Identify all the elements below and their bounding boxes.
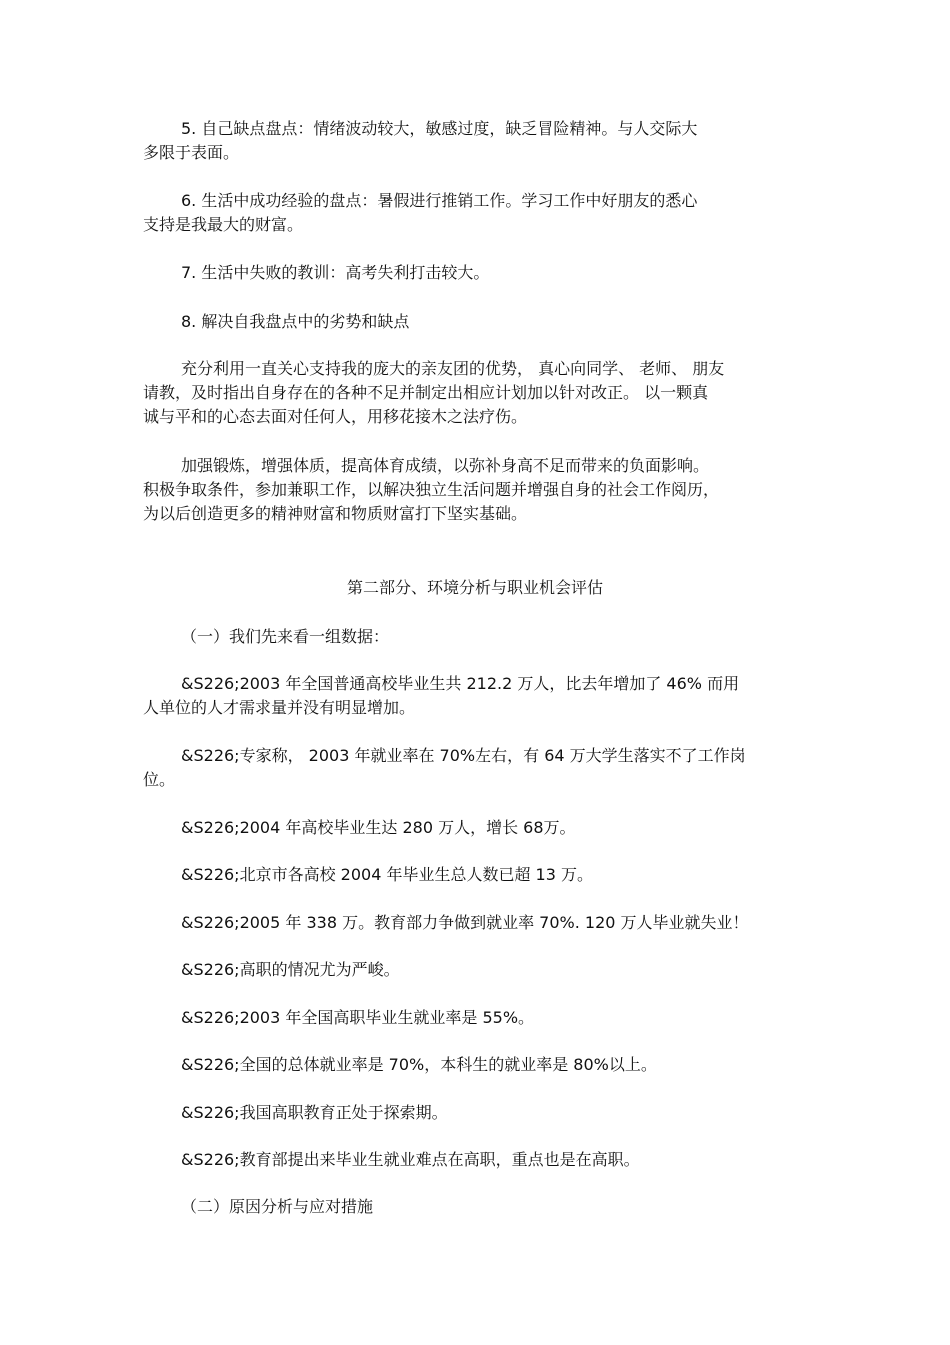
text-line: &S226;专家称， 2003 年就业率在 70%左右，有 64 万大学生落实不了工作岗 bbox=[181, 746, 746, 765]
section-heading: 第二部分、环境分析与职业机会评估 bbox=[346, 578, 603, 597]
text-line: &S226;2003 年全国普通高校毕业生共 212.2 万人，比去年增加了 46% 而用 bbox=[181, 674, 740, 693]
text-line: 7. 生活中失败的教训：高考失利打击较大。 bbox=[181, 263, 490, 282]
text-line: 6. 生活中成功经验的盘点：暑假进行推销工作。学习工作中好朋友的悉心 bbox=[181, 191, 698, 210]
text-line: &S226;2004 年高校毕业生达 280 万人，增长 68万。 bbox=[181, 818, 576, 837]
text-line: 8. 解决自我盘点中的劣势和缺点 bbox=[181, 312, 410, 331]
paragraph-failure-lessons bbox=[143, 261, 813, 285]
data-item bbox=[143, 816, 813, 840]
data-item bbox=[143, 911, 813, 935]
subsection-heading-causes: （二）原因分析与应对措施 bbox=[181, 1197, 374, 1216]
data-item bbox=[143, 1148, 813, 1172]
data-item bbox=[143, 744, 813, 792]
text-line: &S226;我国高职教育正处于探索期。 bbox=[181, 1103, 448, 1122]
text-line: 加强锻炼，增强体质，提高体育成绩，以弥补身高不足而带来的负面影响。 bbox=[181, 456, 710, 475]
text-line: 为以后创造更多的精神财富和物质财富打下坚实基础。 bbox=[143, 504, 528, 523]
data-item bbox=[143, 672, 813, 720]
text-line: 请教，及时指出自身存在的各种不足并制定出相应计划加以针对改正。 以一颗真 bbox=[143, 383, 709, 402]
paragraph-solutions-title bbox=[143, 310, 813, 334]
data-item bbox=[143, 863, 813, 887]
text-line: 诚与平和的心态去面对任何人，用移花接木之法疗伤。 bbox=[143, 407, 528, 426]
text-line: &S226;2003 年全国高职毕业生就业率是 55%。 bbox=[181, 1008, 535, 1027]
subsection-heading-data: （一）我们先来看一组数据： bbox=[181, 627, 390, 646]
paragraph-exercise bbox=[143, 454, 813, 526]
data-item bbox=[143, 958, 813, 982]
paragraph-support-network bbox=[143, 357, 813, 429]
data-item bbox=[143, 1006, 813, 1030]
text-line: 5. 自己缺点盘点：情绪波动较大，敏感过度，缺乏冒险精神。与人交际大 bbox=[181, 119, 698, 138]
text-line: 位。 bbox=[143, 770, 176, 789]
text-line: &S226;全国的总体就业率是 70%，本科生的就业率是 80%以上。 bbox=[181, 1055, 657, 1074]
text-line: 积极争取条件，参加兼职工作，以解决独立生活问题并增强自身的社会工作阅历， bbox=[143, 480, 720, 499]
data-item bbox=[143, 1101, 813, 1125]
text-line: &S226;北京市各高校 2004 年毕业生总人数已超 13 万。 bbox=[181, 865, 593, 884]
text-line: 充分利用一直关心支持我的庞大的亲友团的优势， 真心向同学、 老师、 朋友 bbox=[181, 359, 725, 378]
paragraph-weaknesses bbox=[143, 117, 813, 165]
paragraph-success-experience bbox=[143, 189, 813, 237]
text-line: 支持是我最大的财富。 bbox=[143, 215, 304, 234]
text-line: &S226;2005 年 338 万。教育部力争做到就业率 70%. 120 万人毕业就失业！ bbox=[181, 913, 749, 932]
text-line: 人单位的人才需求量并没有明显增加。 bbox=[143, 698, 416, 717]
text-line: &S226;高职的情况尤为严峻。 bbox=[181, 960, 400, 979]
data-item bbox=[143, 1053, 813, 1077]
text-line: &S226;教育部提出来毕业生就业难点在高职，重点也是在高职。 bbox=[181, 1150, 640, 1169]
text-line: 多限于表面。 bbox=[143, 143, 240, 162]
